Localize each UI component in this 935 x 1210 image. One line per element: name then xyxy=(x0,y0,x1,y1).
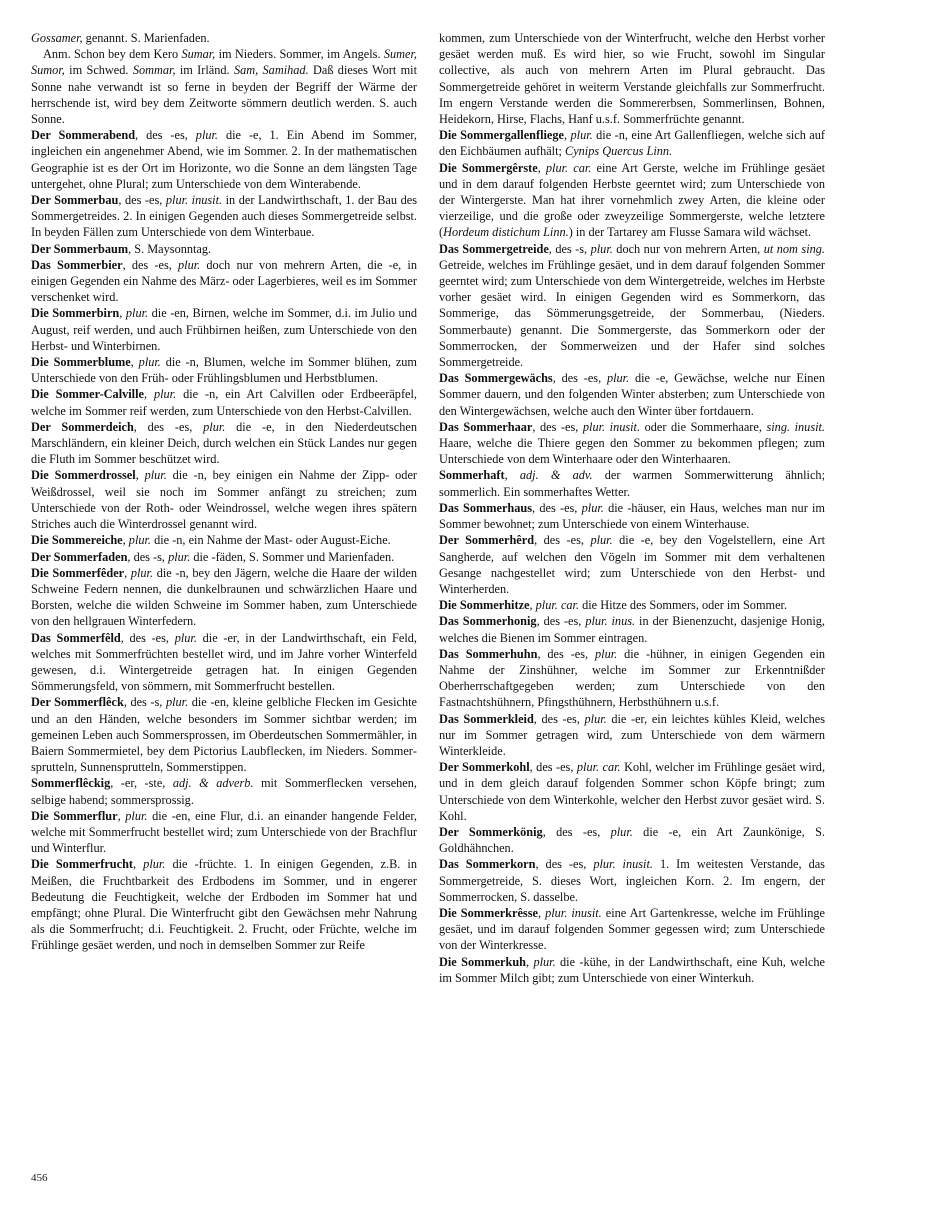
entry-italic: plur. xyxy=(590,533,613,548)
entry-text: genannt. S. Marienfaden. xyxy=(82,31,210,45)
entry-headword: Sommerflêckig xyxy=(31,776,111,791)
dictionary-entry xyxy=(439,597,825,613)
entry-headword: Das Sommerhaus xyxy=(439,500,533,515)
entry-headword: Die Sommerbirn xyxy=(31,306,120,321)
entry-italic: Hordeum distichum Linn. xyxy=(443,225,569,240)
entry-text: die -n, bey einigen ein Nahme der Zipp- oder Weißdrossel, weil sie noch im Sommer anfängt zu streichen; zum Unterschiede von der Roth- oder Weindrossel, welche wegen ihres spätern Striches auch die Winterdrossel genannt wird. xyxy=(31,468,417,532)
dictionary-entry xyxy=(31,30,417,46)
dictionary-entry xyxy=(439,824,825,856)
dictionary-entry xyxy=(439,613,825,645)
dictionary-entry xyxy=(31,192,417,241)
dictionary-entry xyxy=(31,630,417,695)
entry-headword: Der Sommerkohl xyxy=(439,760,530,775)
entry-italic: plur. inusit. xyxy=(593,857,653,872)
entry-text: doch nur von mehrern Arten, die -e, in einigen Gegenden ein Nahme des März- oder Lagerbieres, weil es im Sommer verschenket wird. xyxy=(31,257,417,305)
entry-text: die -er, ein leichtes kühles Kleid, welches nur im Sommer getragen wird, zum Unterschiede von dem wärmern Winterkleide. xyxy=(439,711,825,758)
entry-text: , xyxy=(117,808,126,823)
entry-italic: plur. xyxy=(195,128,219,143)
dictionary-entry xyxy=(31,257,417,306)
entry-headword: Der Sommerhêrd xyxy=(439,533,535,548)
entry-text: , des -es, xyxy=(532,419,583,434)
entry-italic: Cynips Quercus Linn. xyxy=(565,144,673,159)
entry-headword: Die Sommerflur xyxy=(31,808,118,823)
entry-text: ) in der Tartarey am Flusse Samara wild wächset. xyxy=(568,225,812,240)
entry-text: , xyxy=(526,954,534,969)
entry-headword: Die Sommereiche xyxy=(31,533,123,548)
entry-text: in der Landwirthschaft, 1. der Bau des Sommergetreides. 2. In einigen Gegenden auch dieses Sommergetreide selbst. In beyden Fällen zum Unterschiede von dem Winterbaue. xyxy=(31,193,417,240)
entry-text: , -er, -ste, xyxy=(110,776,173,791)
entry-headword: Der Sommerabend xyxy=(31,128,136,143)
entry-text: , xyxy=(133,857,144,872)
dictionary-entry xyxy=(439,646,825,711)
entry-headword: Die Sommerfrucht xyxy=(31,857,134,872)
entry-text: , S. Maysonntag. xyxy=(128,241,212,256)
entry-text: in der Bienenzucht, dasjenige Honig, welches die Bienen im Sommer eintragen. xyxy=(439,614,825,645)
dictionary-entry xyxy=(439,30,825,127)
dictionary-entry xyxy=(31,241,417,257)
entry-text: , des -es, xyxy=(532,500,582,515)
dictionary-entry xyxy=(31,565,417,630)
page-number: 456 xyxy=(31,1172,48,1184)
entry-text: die -e, ein Art Zaunkönige, S. Goldhähnchen. xyxy=(439,824,825,856)
entry-text: die -en, Birnen, welche im Sommer, d.i. im Julio und August, reif werden, und auch Frühbirnen heißen, zum Unterschiede von den Herbst- und Winterbirnen. xyxy=(31,306,417,353)
entry-text: die -e, Gewächse, welche nur Einen Sommer dauern, und den folgenden Winter absterben; zum Unterschiede von den Wintergewächsen, welche auch den Winter über fortdauern. xyxy=(439,371,826,418)
dictionary-entry xyxy=(439,160,825,241)
dictionary-entry xyxy=(439,759,825,824)
entry-italic: plur. xyxy=(153,387,177,402)
entry-headword: Die Sommerhitze xyxy=(439,598,530,613)
entry-headword: Die Sommergallenfliege xyxy=(439,128,564,143)
dictionary-entry xyxy=(31,694,417,775)
dictionary-entry xyxy=(31,386,417,418)
entry-italic: adj. & adv. xyxy=(519,468,593,483)
dictionary-entry xyxy=(31,549,417,565)
entry-text: die -er, in der Landwirthschaft, ein Feld, welches mit Sommerfrüchten bestellet wird, und im Jahre vorher Winterfeld gewesen, d.i. Wintergetreide getragen hat. In einigen Gegenden Sömmerungsfeld, von sömmern, mit Sommerfrucht bestellen. xyxy=(31,630,417,694)
entry-headword: Der Sommerbaum xyxy=(31,241,129,256)
entry-headword: Die Sommergêrste xyxy=(439,160,538,175)
entry-italic: Sommar, xyxy=(132,63,176,78)
entry-text: die Hitze des Sommers, oder im Sommer. xyxy=(579,598,788,613)
entry-text: die -fäden, S. Sommer und Marienfaden. xyxy=(190,549,395,564)
entry-italic: plur. inusit. xyxy=(165,193,223,208)
entry-headword: Die Sommerdrossel xyxy=(31,468,136,483)
entry-text: 1. Im weitesten Verstande, das Sommergetreide, S. dieses Wort, ingleichen Korn. 2. Im engern, der Sommerrocken, S. dasselbe. xyxy=(439,857,825,904)
entry-text: Daß dieses Wort mit Sonne nahe verwandt ist so ferne in beyden der Begriff der Wärme der herrschende ist, wird bey dem Zeitworte sömmern deutlich werden. S. auch Sonne. xyxy=(31,63,417,127)
entry-text: , des -es, xyxy=(534,533,591,548)
dictionary-entry xyxy=(31,775,417,807)
entry-italic: Gossamer, xyxy=(31,31,83,45)
entry-text: die -kühe, in der Landwirthschaft, eine Kuh, welche im Sommer Milch gibt; zum Unterschiede von einer Winterkuh. xyxy=(439,954,825,985)
entry-italic: plur. car. xyxy=(576,760,621,775)
entry-text: , xyxy=(119,306,126,321)
entry-text: kommen, zum Unterschiede von der Winterfrucht, welche den Herbst vorher gesäet werden muß. Es wird hier, so wie Frucht, sowohl im Singular collective, als auch von mehrern Arten im Plural gebraucht. Das Sommergetreide gehöret in weiterm Verstande gleichfalls zur Sommerfrucht. Im engern Verstande werden die Sommererbsen, Sommerlinsen, Bohnen, Heidekorn, Hirse, Flachs, Hanf u.s.f. Sommerfrüchte genannt. xyxy=(439,31,825,127)
entry-text: , des -es, xyxy=(537,646,595,661)
entry-text: doch nur von mehrern Arten, xyxy=(612,241,764,256)
entry-text: oder die Sommerhaare, xyxy=(640,419,767,434)
entry-text: im Nieders. Sommer, im Angels. xyxy=(215,47,384,62)
dictionary-entry xyxy=(439,370,825,419)
entry-text: , xyxy=(504,468,520,483)
entry-text: die -e, 1. Ein Abend im Sommer, ingleichen ein angenehmer Abend, wie im Sommer. 2. In der mathematischen Geographie ist es der Ort im Horizonte, wo die Sonne an dem längsten Tage untergehet, ohne Plural; zum Unterschiede von dem Winterabende. xyxy=(31,128,417,191)
entry-text: die -früchte. 1. In einigen Gegenden, z.B. in Meißen, die Fruchtbarkeit des Erdbodens im Sommer, und in engerer Bedeutung die Feuchtigkeit, welche der Erdboden im Sommer hat und empfängt; ohne Plural. Die Winterfrucht gibt den Gewächsen mehr Nahrung als die Sommerfrucht; d.i. Feuchtigkeit. 2. Frucht, oder Früchte, welche im Frühlinge gesäet werden, und noch in demselben Sommer zur Reife xyxy=(31,857,417,953)
entry-italic: sing. inusit. xyxy=(766,419,826,434)
entry-text: die -n, ein Art Calvillen oder Erdbeeräpfel, welche im Sommer reif werden, zum Unterschiede von den Herbst-Calvillen. xyxy=(31,387,417,418)
entry-headword: Das Sommerhonig xyxy=(439,614,537,629)
entry-text: , xyxy=(135,468,145,483)
entry-headword: Das Sommergetreide xyxy=(439,241,549,256)
entry-italic: plur. xyxy=(590,241,613,256)
entry-headword: Die Sommerblume xyxy=(31,355,131,370)
dictionary-entry xyxy=(31,354,417,386)
entry-text: Getreide, welches im Frühlinge gesäet, und in dem darauf folgenden Sommer geerntet wird; zum Unterschiede von dem Wintergetreide, welches im Herbste vorher gesäet wird. In einigen Gegenden wird es Sommerkorn, das Sommerige, das Sömmerungsgetreide, der Sommerbau, (Nieders. Sommerbaute) genannt. Die Sommergerste, das Sommerkorn oder der Sommerrocken, der Sommerweizen und der Hafer sind solches Sommergetreide. xyxy=(439,257,825,370)
dictionary-entry xyxy=(31,467,417,532)
entry-text: , xyxy=(143,387,154,402)
dictionary-entry xyxy=(31,46,417,127)
dictionary-entry xyxy=(31,305,417,354)
entry-italic: plur. xyxy=(125,306,149,321)
entry-headword: Das Sommerfêld xyxy=(31,630,121,645)
entry-text: die -en, kleine gelbliche Flecken im Gesichte und an den Händen, welche besonders im Sommer sichtbar werden; im gemeinen Leben auch Sommersprossen, im Oberdeutschen Sommermähler, in Baiern Sommermietel, bey dem Pictorius Laubflecken, im Nieders. Sommersprutteln, Sunnensprutteln, Sommerstippen. xyxy=(31,695,417,775)
entry-italic: plur. xyxy=(178,257,201,272)
entry-headword: Der Sommerflêck xyxy=(31,695,124,710)
entry-italic: Sumer, Sumor, xyxy=(31,47,417,78)
entry-text: , des -es, xyxy=(120,630,175,645)
entry-text: der warmen Sommerwitterung ähnlich; sommerlich. Ein sommerhaftes Wetter. xyxy=(439,468,826,499)
entry-headword: Das Sommerhaar xyxy=(439,419,533,434)
entry-headword: Der Sommerkönig xyxy=(439,824,543,839)
entry-text: Kohl, welcher im Frühlinge gesäet wird, und in dem gleich darauf folgenden Sommer schon Köpfe bringt; zum Unterschiede von dem Winterkohle, welcher den Herbst zuvor gesäet wird. S. Kohl. xyxy=(439,760,826,823)
entry-text: mit Sommerflecken versehen, selbige habend; sommersprossig. xyxy=(31,776,417,807)
entry-text: die -häuser, ein Haus, welches man nur im Sommer bewohnet; zum Unterschiede von einem Winterhause. xyxy=(439,500,825,532)
entry-text: , xyxy=(529,598,536,613)
entry-italic: adj. & adverb. xyxy=(172,776,254,791)
dictionary-entry xyxy=(439,856,825,905)
entry-text: die -en, eine Flur, d.i. an einander hangende Felder, welche mit Sommerfrucht bestellet wird; zum Unterschiede von der Brachflur und Winterflur. xyxy=(31,808,418,856)
dictionary-entry xyxy=(439,467,825,499)
entry-italic: plur. xyxy=(595,646,618,661)
entry-italic: plur. xyxy=(168,549,191,564)
entry-text: , xyxy=(537,160,546,175)
entry-headword: Die Sommerfêder xyxy=(31,565,125,580)
entry-headword: Die Sommerkuh xyxy=(439,954,527,969)
dictionary-entry xyxy=(439,532,825,597)
entry-text: , xyxy=(130,355,139,370)
entry-italic: Sam, Samihad. xyxy=(233,63,309,78)
entry-italic: plur. inusit. xyxy=(545,905,602,920)
entry-italic: plur. car. xyxy=(545,160,592,175)
entry-text: die -hühner, in einigen Gegenden ein Nahme der Zinshühner, welche im Sommer zur Erkenntnißder Oberherrschaftgegeben werden; zum Unterschiede von den Fastnachtshühnern, Pfingsthühnern, Herbsthühnern u.s.f. xyxy=(439,646,826,710)
entry-italic: plur. xyxy=(125,808,148,823)
entry-text: , des -es, xyxy=(535,857,594,872)
entry-text: , des -es, xyxy=(542,824,611,839)
entry-headword: Das Sommerkorn xyxy=(439,857,536,872)
entry-headword: Das Sommerbier xyxy=(31,257,123,272)
entry-headword: Die Sommerkrêsse xyxy=(439,905,538,920)
entry-italic: plur. xyxy=(570,128,593,143)
entry-headword: Die Sommer-Calville xyxy=(31,387,144,402)
entry-italic: plur. xyxy=(174,630,197,645)
entry-italic: plur. inusit. xyxy=(582,419,641,434)
entry-italic: Sumar, xyxy=(181,47,216,62)
entry-text: , des -es, xyxy=(533,711,585,726)
entry-text: , xyxy=(124,565,131,580)
entry-text: die -n, ein Nahme der Mast- oder August-Eiche. xyxy=(151,533,391,548)
entry-text: , des -s, xyxy=(548,241,591,256)
entry-italic: plur. xyxy=(165,695,189,710)
entry-text: , des -es, xyxy=(536,614,586,629)
entry-headword: Der Sommerbau xyxy=(31,193,119,208)
entry-headword: Das Sommerkleid xyxy=(439,711,534,726)
entry-text: Anm. Schon bey dem Kero xyxy=(43,47,182,62)
dictionary-entry xyxy=(439,127,825,159)
entry-italic: plur. xyxy=(143,857,166,872)
entry-text: Haare, welche die Thiere gegen den Sommer zu bekommen pflegen; zum Unterschiede von dem Winterhaare oder den Winterhaaren. xyxy=(439,436,825,467)
entry-text: , des -es, xyxy=(118,193,166,208)
entry-headword: Das Sommerhuhn xyxy=(439,646,538,661)
left-column xyxy=(31,30,417,954)
right-column xyxy=(439,30,825,986)
entry-text: die -n, Blumen, welche im Sommer blühen, zum Unterschiede von den Früh- oder Frühlingsblumen und Herbstblumen. xyxy=(31,355,417,386)
entry-italic: plur. xyxy=(581,500,604,515)
dictionary-entry xyxy=(439,954,825,986)
entry-text: , des -es, xyxy=(135,128,196,143)
entry-headword: Sommerhaft xyxy=(439,468,505,483)
dictionary-entry xyxy=(439,711,825,760)
entry-text: , xyxy=(122,533,129,548)
dictionary-entry xyxy=(439,500,825,532)
entry-italic: plur. xyxy=(533,954,556,969)
dictionary-entry xyxy=(31,532,417,548)
entry-text: , des -s, xyxy=(127,549,169,564)
entry-italic: plur. xyxy=(138,355,161,370)
dictionary-entry xyxy=(439,241,825,371)
entry-italic: plur. xyxy=(144,468,167,483)
dictionary-entry xyxy=(439,905,825,954)
entry-italic: plur. xyxy=(584,711,607,726)
entry-italic: plur. xyxy=(610,824,633,839)
entry-italic: plur. inus. xyxy=(585,614,636,629)
entry-text: eine Art Gartenkresse, welche im Frühlinge gesäet, und im darauf folgenden Sommer gegessen wird; zum Unterschiede von der Winterkresse. xyxy=(439,905,825,953)
entry-italic: plur. xyxy=(203,419,226,434)
entry-headword: Der Sommerdeich xyxy=(31,419,134,434)
entry-text: , xyxy=(564,128,571,143)
entry-text: , des -s, xyxy=(123,695,166,710)
dictionary-entry xyxy=(31,856,417,953)
entry-text: , des -es, xyxy=(529,760,577,775)
entry-text: die -e, bey den Vogelstellern, eine Art Sangherde, auf welchen den Vögeln im Sommer mit dem verhaltenen Gesange nachgestellet wird; zum Unterschiede von den Herbst- und Winterherden. xyxy=(439,533,825,596)
entry-italic: ut nom sing. xyxy=(763,241,825,256)
entry-text: die -n, eine Art Gallenfliegen, welche sich auf den Eichbäumen aufhält; xyxy=(439,128,826,159)
entry-italic: plur. xyxy=(606,371,630,386)
entry-text: , des -es, xyxy=(133,419,204,434)
entry-headword: Der Sommerfaden xyxy=(31,549,128,564)
entry-text: , des -es, xyxy=(122,257,178,272)
entry-text: die -n, bey den Jägern, welche die Haare der wilden Schweine Federn nennen, die dunkelbraunen und schwärzlichen Haare und Borsten, welche die wilden Schweine im Sommer haben, zum Unterschiede von den hellgrauen Winterfedern. xyxy=(31,565,417,629)
entry-text: im Schwed. xyxy=(64,63,133,78)
dictionary-entry xyxy=(31,127,417,192)
entry-text: im Irländ. xyxy=(175,63,234,78)
entry-text: die -e, in den Niederdeutschen Marschländern, ein kleiner Deich, durch welchen ein Stück Landes nur gegen die Fluth im Sommer beschützet wird. xyxy=(31,419,417,467)
entry-headword: Das Sommergewächs xyxy=(439,371,553,386)
entry-italic: plur. xyxy=(128,533,152,548)
dictionary-entry xyxy=(31,419,417,468)
entry-italic: plur. xyxy=(130,565,154,580)
entry-text: eine Art Gerste, welche im Frühlinge gesäet und in dem darauf folgenden Herbste geerntet wird; zum Unterschiede von der Wintergerste. Man hat ihrer vornehmlich zwey Arten, die kleine oder vierzeilige, und die große oder zweyzeilige Sommergerste, welche letztere ( xyxy=(439,160,825,240)
dictionary-entry xyxy=(439,419,825,468)
entry-italic: plur. car. xyxy=(535,598,580,613)
entry-text: , des -es, xyxy=(552,371,607,386)
dictionary-entry xyxy=(31,808,417,857)
entry-text: , xyxy=(537,905,546,920)
